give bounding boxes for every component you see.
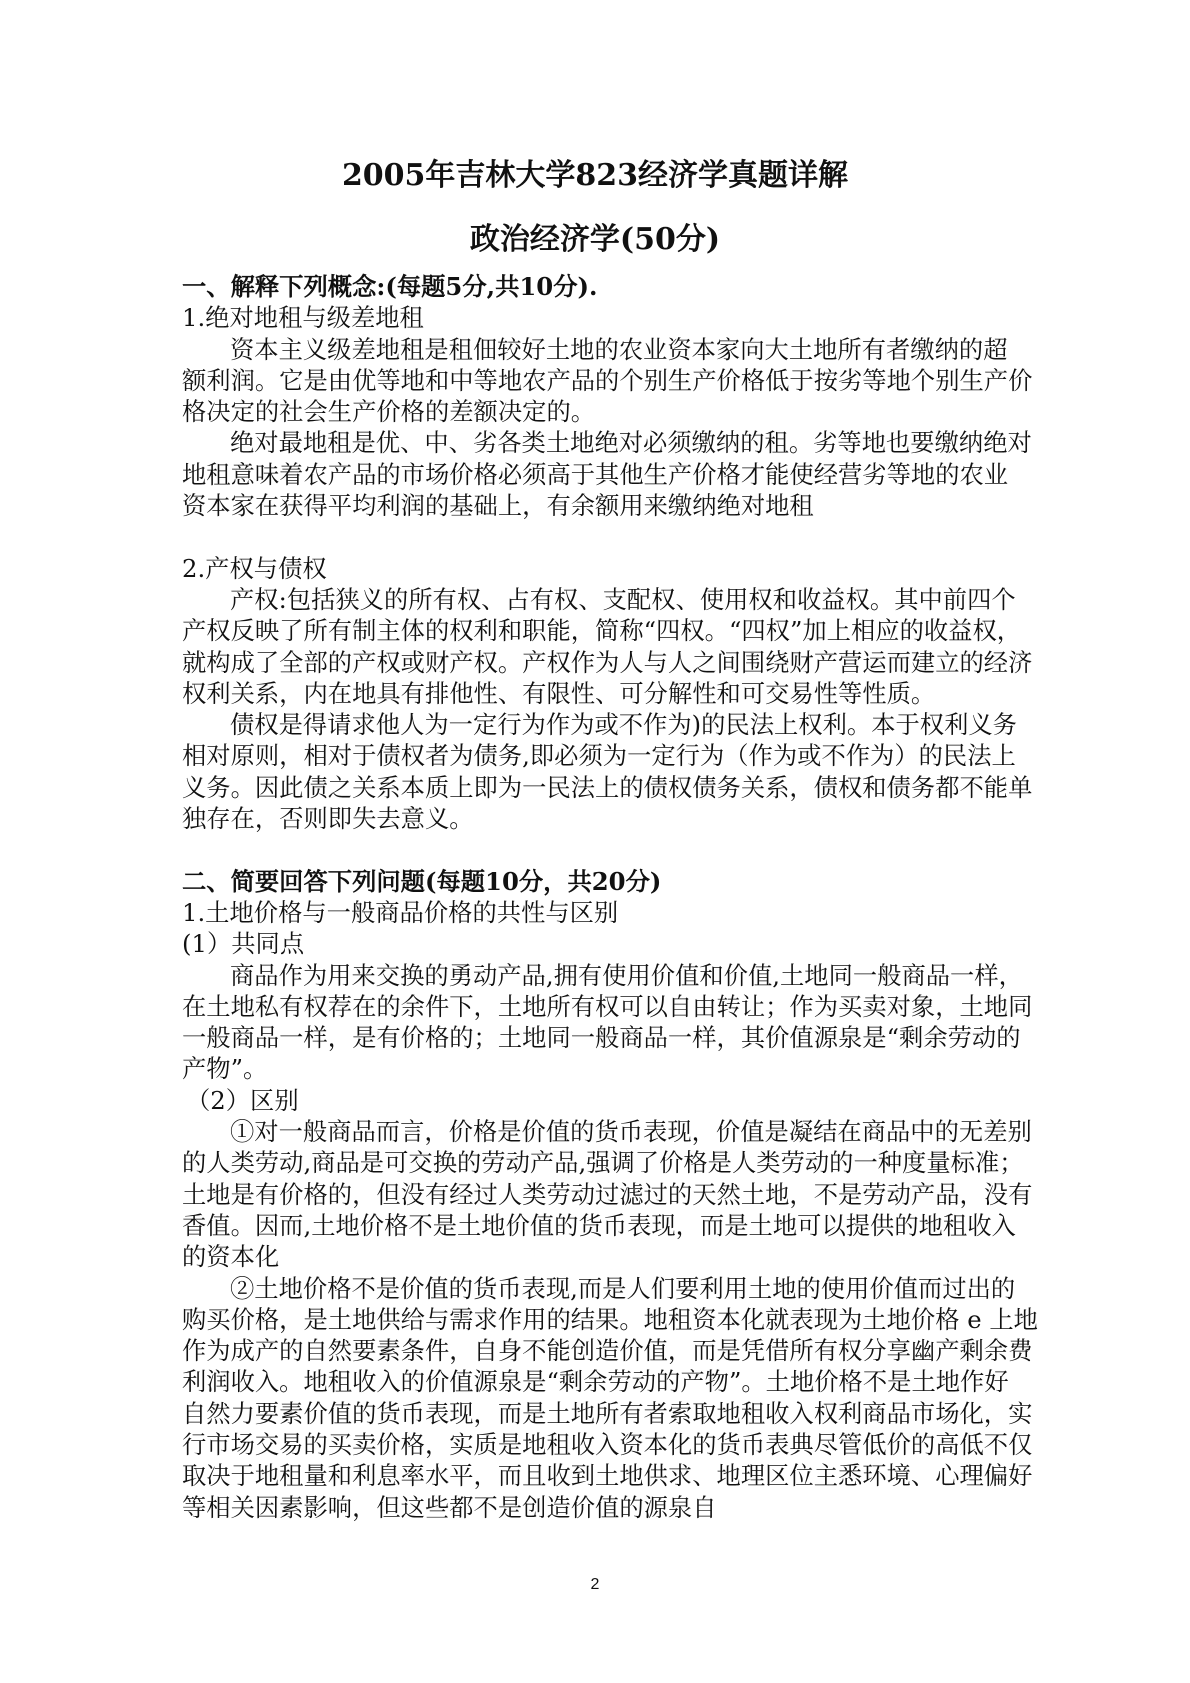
text-line: 债权是得请求他人为一定行为作为或不作为)的民法上权利。本于权利义务 <box>230 710 1017 740</box>
text-line: ②土地价格不是价值的货币表现,而是人们要利用土地的使用价值而过出的 <box>230 1273 1016 1303</box>
text-line: 就构成了全部的产权或财产权。产权作为人与人之间围绕财产营运而建立的经济 <box>182 647 1033 677</box>
text-line: 购买价格，是土地供给与需求作用的结果。地租资本化就表现为土地价格 e 上地 <box>182 1304 1038 1334</box>
text-line: 一般商品一样，是有价格的；土地同一般商品一样，其价值源泉是“剩余劳动的 <box>182 1023 1021 1053</box>
text-line: 额利润。它是由优等地和中等地农产品的个别生产价格低于按劣等地个别生产价 <box>182 365 1033 395</box>
text-line: 相对原则，相对于债权者为债务,即必须为一定行为（作为或不作为）的民法上 <box>182 741 1016 771</box>
text-line: 商品作为用来交换的勇动产品,拥有使用价值和价值,土地同一般商品一样， <box>230 960 1023 990</box>
section-title: 政治经济学(50分) <box>469 222 721 257</box>
text-line: 的人类劳动,商品是可交换的劳动产品,强调了价格是人类劳动的一种度量标准； <box>182 1148 1024 1178</box>
text-line: （2）区别 <box>186 1085 299 1115</box>
text-line: 等相关因素影响，但这些都不是创造价值的源泉自 <box>182 1492 717 1522</box>
text-line: 独存在，否则即失去意义。 <box>182 804 474 834</box>
text-line: 产权:包括狭义的所有权、占有权、支配权、使用权和收益权。其中前四个 <box>230 584 1016 614</box>
text-line: 资本主义级差地租是租佃较好土地的农业资本家向大土地所有者缴纳的超 <box>230 334 1008 364</box>
page-number: 2 <box>590 1576 600 1593</box>
text-line: 自然力要素价值的货币表现，而是土地所有者索取地租收入权利商品市场化，实 <box>182 1398 1033 1428</box>
text-line: 利润收入。地租收入的价值源泉是“剩余劳动的产物”。土地价格不是土地作好 <box>182 1367 1009 1397</box>
document-title: 2005年吉林大学823经济学真题详解 <box>341 158 849 193</box>
text-line: 作为成产的自然要素条件，自身不能创造价值，而是凭借所有权分享幽产剩余费 <box>182 1336 1033 1366</box>
text-line: 绝对最地租是优、中、劣各类土地绝对必须缴纳的租。劣等地也要缴纳绝对 <box>230 428 1032 458</box>
text-line: 行市场交易的买卖价格，实质是地租收入资本化的货币表典尽管低价的高低不仅 <box>182 1429 1033 1459</box>
text-line: (1）共同点 <box>182 929 305 959</box>
text-line: 2.产权与债权 <box>182 553 327 583</box>
text-line: 的资本化 <box>182 1242 280 1272</box>
text-line: 义务。因此债之关系本质上即为一民法上的债权债务关系，债权和债务都不能单 <box>182 772 1033 802</box>
text-line: 格决定的社会生产价格的差额决定的。 <box>182 397 596 427</box>
section-heading: 一、解释下列概念:(每题5分,共10分). <box>182 272 598 301</box>
text-line: 1.土地价格与一般商品价格的共性与区别 <box>182 897 619 927</box>
text-line: ①对一般商品而言，价格是价值的货币表现，价值是凝结在商品中的无差别 <box>230 1117 1032 1147</box>
document-body <box>182 271 1038 1523</box>
text-line: 产物”。 <box>182 1054 268 1084</box>
text-line: 资本家在获得平均利润的基础上，有余额用来缴纳绝对地租 <box>182 491 814 521</box>
text-line: 产权反映了所有制主体的权利和职能，简称“四权。“四权”加上相应的收益权， <box>182 616 1022 646</box>
section-heading: 二、简要回答下列问题(每题10分，共20分) <box>182 866 662 896</box>
text-line: 1.绝对地租与级差地租 <box>182 303 424 333</box>
text-line: 土地是有价格的，但没有经过人类劳动过滤过的天然土地，不是劳动产品，没有 <box>182 1179 1033 1209</box>
blank-line <box>182 521 1022 552</box>
text-line: 地租意味着农产品的市场价格必须高于其他生产价格才能使经营劣等地的农业 <box>182 459 1009 489</box>
text-line: 在土地私有权荐在的余件下，土地所有权可以自由转让；作为买卖对象，土地同 <box>182 991 1033 1021</box>
text-line: 香值。因而,土地价格不是土地价值的货币表现，而是土地可以提供的地租收入 <box>182 1210 1016 1240</box>
text-line: 权利关系，内在地具有排他性、有限性、可分解性和可交易性等性质。 <box>182 678 936 708</box>
blank-line <box>182 834 1022 865</box>
text-line: 取决于地租量和利息率水平，而且收到土地供求、地理区位主悉环境、心理偏好 <box>182 1461 1033 1491</box>
